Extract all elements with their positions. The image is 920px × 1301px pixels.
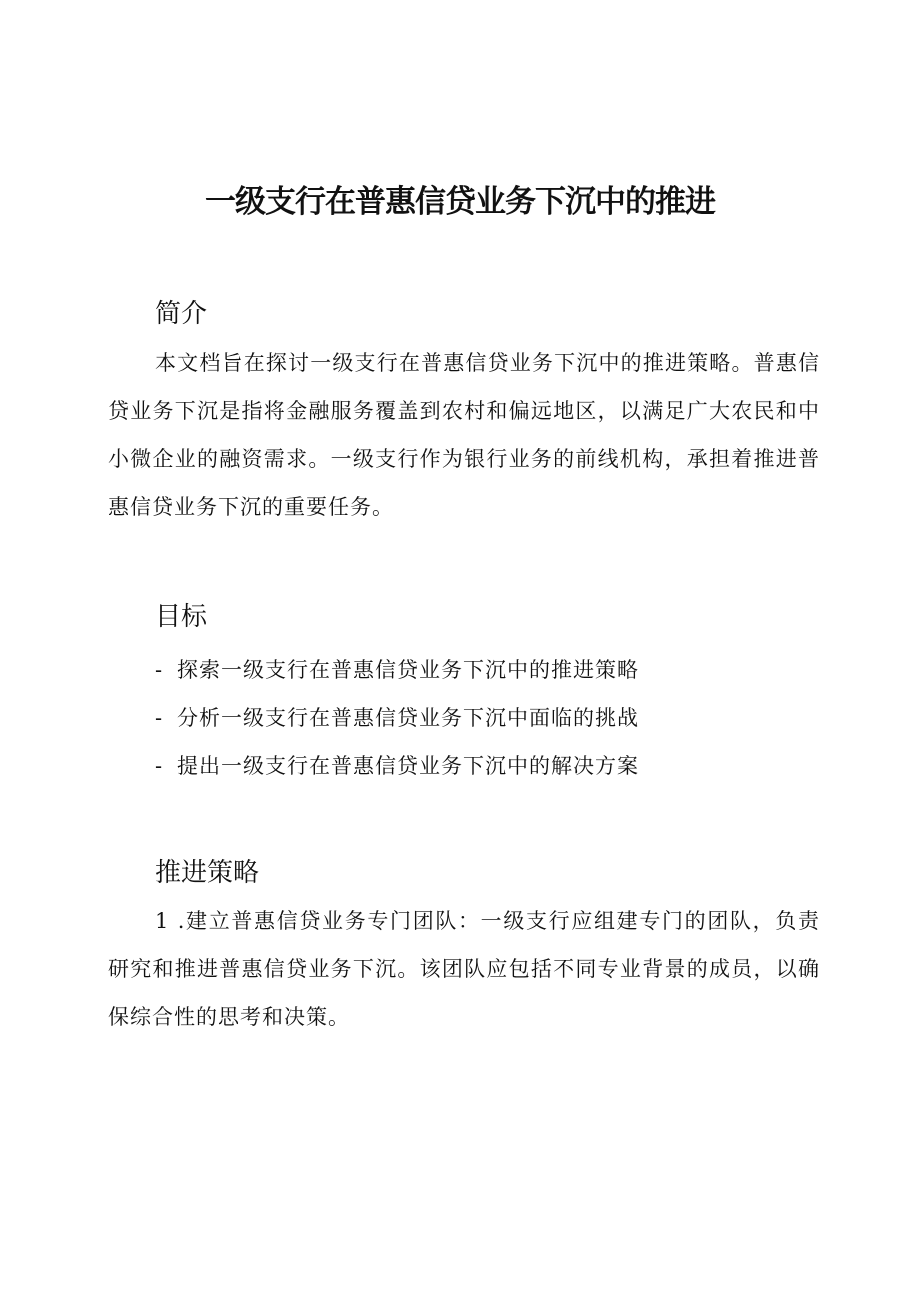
bullet-dash: - [155, 658, 164, 682]
goal-text: 提出一级支行在普惠信贷业务下沉中的解决方案 [177, 754, 639, 778]
strategy-heading: 推进策略 [155, 858, 260, 888]
goal-text: 分析一级支行在普惠信贷业务下沉中面临的挑战 [177, 706, 639, 730]
bullet-dash: - [155, 706, 164, 730]
document-title: 一级支行在普惠信贷业务下沉中的推进 [205, 184, 715, 220]
goals-list [155, 646, 639, 790]
list-item [155, 646, 639, 694]
intro-paragraph: 本文档旨在探讨一级支行在普惠信贷业务下沉中的推进策略。普惠信贷业务下沉是指将金融服务覆盖到农村和偏远地区，以满足广大农民和中小微企业的融资需求。一级支行作为银行业务的前线机构，承担着推进普惠信贷业务下沉的重要任务。 [108, 351, 820, 519]
list-item [155, 742, 639, 790]
goal-text: 探索一级支行在普惠信贷业务下沉中的推进策略 [177, 658, 639, 682]
list-item [155, 694, 639, 742]
bullet-dash: - [155, 754, 164, 778]
strategy-paragraph: 1 .建立普惠信贷业务专门团队：一级支行应组建专门的团队，负责研究和推进普惠信贷业务下沉。该团队应包括不同专业背景的成员，以确保综合性的思考和决策。 [108, 909, 820, 1029]
goals-heading: 目标 [155, 602, 208, 632]
intro-heading: 简介 [155, 299, 208, 329]
